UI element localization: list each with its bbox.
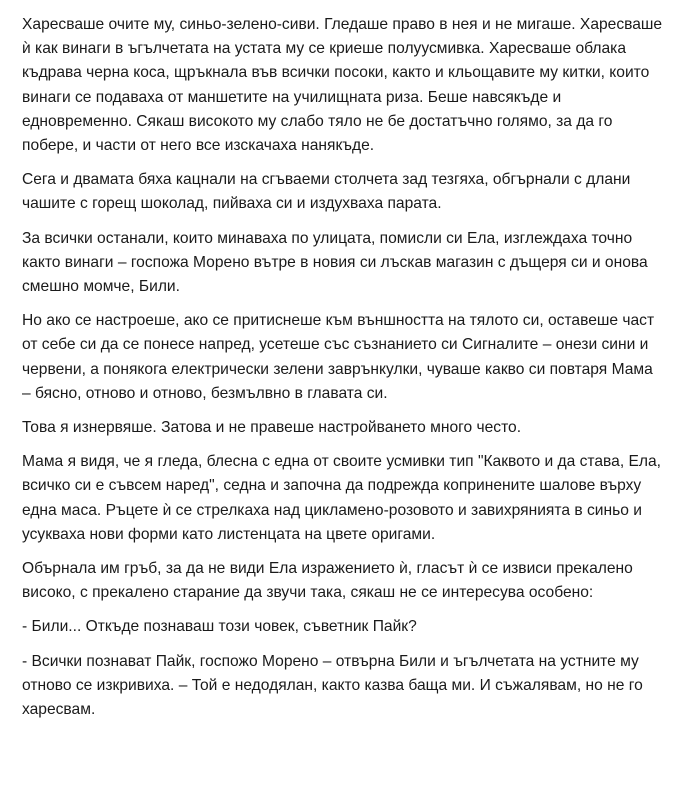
paragraph: Но ако се настроеше, ако се притиснеше към външността на тялото си, оставеше част от себе си да се понесе напред, усетеше със съзнанието си Сигналите – онези сини и червени, а понякога електрически зелени заврънкулки, чуваше какво си повтаря Мама – бясно, отново и отново, безмълвно в главата си.: [22, 312, 655, 402]
paragraph: Сега и двамата бяха кацнали на сгъваеми столчета зад тезгяха, обгърнали с длани чашите с горещ шоколад, пийваха си и издухваха парата.: [22, 171, 631, 213]
paragraph: Това я изнервяше. Затова и не правеше настройването много често.: [22, 419, 522, 437]
paragraph: За всички останали, които минаваха по улицата, помисли си Ела, изглеждаха точно както винаги – госпожа Морено вътре в новия си лъскав магазин с дъщеря си и онова смешно момче, Били.: [22, 229, 648, 296]
paragraph: Обърнала им гръб, за да не види Ела изражението ѝ, гласът ѝ се извиси прекалено високо, с прекалено старание да звучи така, сякаш не се интересува особено:: [22, 560, 633, 602]
dialogue-line: - Били... Откъде познаваш този човек, съветник Пайк?: [22, 618, 417, 636]
paragraph: Харесваше очите му, синьо-зелено-сиви. Гледаше право в нея и не мигаше. Харесваше ѝ как винаги в ъгълчетата на устата му се криеше полуусмивка. Харесваше облака къдрава черна коса, щръкнала във всички посоки, както и кльощавите му китки, които винаги се подаваха от маншетите на училищната риза. Беше навсякъде и едновременно. Сякаш високото му слабо тяло не бе достатъчно голямо, за да го побере, и части от него все изскачаха нанякъде.: [22, 16, 663, 155]
dialogue-line: - Всички познават Пайк, госпожо Морено – отвърна Били и ъгълчетата на устните му отново се изкривиха. – Той е недодялан, както казва баща ми. И съжалявам, но не го харесвам.: [22, 652, 643, 719]
paragraph: Мама я видя, че я гледа, блесна с една от своите усмивки тип "Каквото и да става, Ела, всичко си е съвсем наред", седна и започна да подрежда копринените шалове върху една маса. Ръцете ѝ се стрелкаха над цикламено-розовото и завихрянията в синьо и усукваха нови форми като листенцата на цвете оригами.: [22, 453, 661, 543]
